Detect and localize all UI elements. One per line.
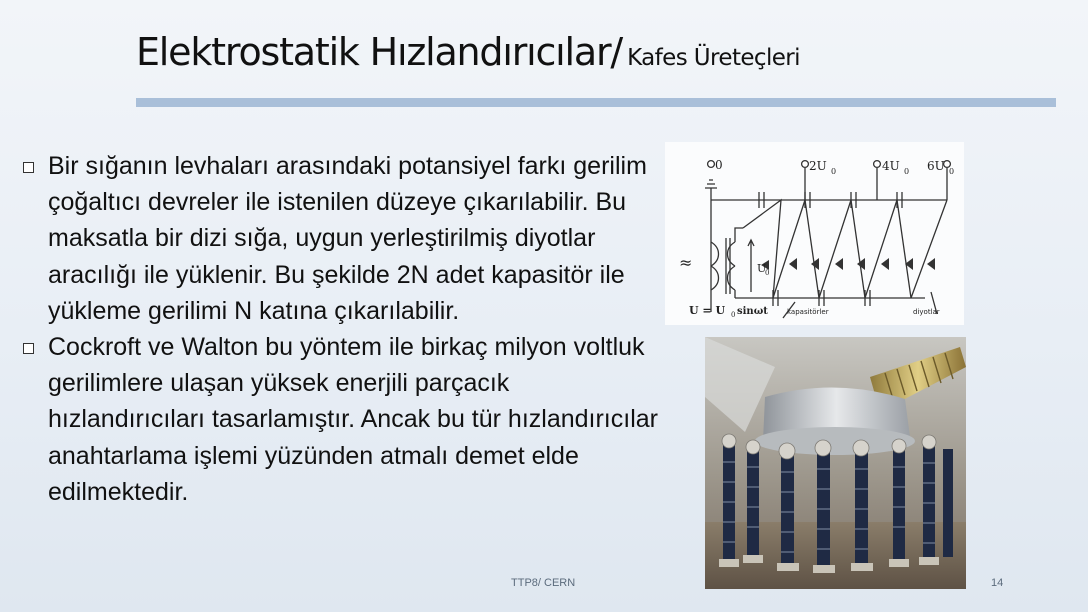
source-equation-tail: sinωt [737,306,768,317]
node-label-4u-sub: 0 [904,167,910,176]
voltage-multiplier-diagram [665,142,964,325]
capacitors-label: kapasitörler [787,308,829,316]
page-number: 14 [991,577,1004,589]
bullet-item [22,148,662,329]
bullet-item [22,329,662,510]
uo-label-sub: 0 [765,269,770,277]
footer-source: TTP8/ CERN [511,577,576,589]
node-label-6u-sub: 0 [949,167,955,176]
ac-source-icon: ≈ [679,253,693,272]
bullet-text: Bir sığanın levhaları arasındaki potansiyel farkı gerilim çoğaltıcı devreler ile istenilen düzeye çıkarılabilir. Bu maksatla bir dizi sığa, uygun yerleştirilmiş diyotlar aracılığı ile yüklenir. Bu şekilde 2N adet kapasitör ile yükleme gerilimi N katına çıkarılabilir. [48,152,647,325]
bullet-text: Cockroft ve Walton bu yöntem ile birkaç milyon voltluk gerilimlere ulaşan yüksek enerjili parçacık hızlandırıcıları tasarlamıştır. Ancak bu tür hızlandırıcılar anahtarlama işlemi yüzünden atmalı demet elde edilmektedir. [48,333,658,506]
uo-label: U [757,262,767,275]
node-label-2u-sub: 0 [831,167,837,176]
bullet-list [22,148,662,510]
slide-title [136,30,800,74]
source-equation: U = U [689,304,726,317]
diodes-label: diyotlar [913,308,940,316]
source-equation-sub: 0 [731,311,736,319]
node-label-6u: 6U [927,159,945,173]
node-label-4u: 4U [882,159,900,173]
slide-title-sub: Kafes Üreteçleri [627,45,800,71]
node-label-0: 0 [715,158,723,172]
square-bullet-icon [23,343,34,354]
cockcroft-walton-accelerator-photo [705,337,966,589]
slide-title-main: Elektrostatik Hızlandırıcılar/ [136,30,622,74]
node-label-2u: 2U [809,159,827,173]
title-underline [136,98,1056,107]
square-bullet-icon [23,162,34,173]
